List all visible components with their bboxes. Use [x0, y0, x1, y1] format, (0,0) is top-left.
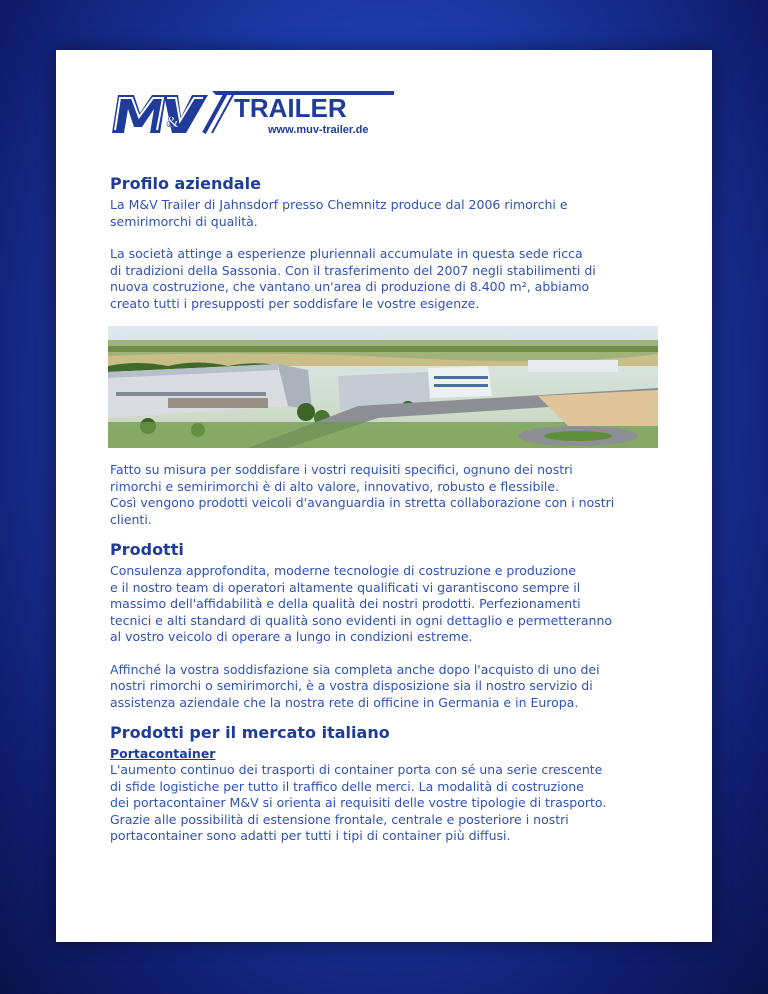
italian-paragraph-1: L'aumento continuo dei trasporti di container porta con sé una serie crescente di sfide logistiche per tutto il traffico delle merci. La modalità di costruzione dei portacontainer M&V si orienta ai requisiti delle vostre tipologie di trasporto. Grazie alle possibilità di estensione frontale, centrale e posteriore i nostri portacontainer sono adatti per tutti i tipi di container più diffusi. — [110, 762, 607, 843]
logo-mv-mark — [112, 95, 208, 133]
factory-aerial-photo — [108, 326, 658, 448]
logo-url-text: www.muv-trailer.de — [268, 124, 369, 136]
profile-paragraph-2: La società attinge a esperienze pluriennali accumulate in questa sede ricca di tradizioni della Sassonia. Con il trasferimento del 2007 negli stabilimenti di nuova costruzione, che vantano un'area di produzione di 8.400 m², abbiamo creato tutti i presupposti per soddisfare le vostre esigenze. — [110, 246, 596, 311]
products-paragraph-2: Affinché la vostra soddisfazione sia completa anche dopo l'acquisto di uno dei nostri rimorchi o semirimorchi, è a vostra disposizione sia il nostro servizio di assistenza aziendale che la nostra rete di officine in Germania e in Europa. — [110, 661, 600, 710]
heading-italian-market: Prodotti per il mercato italiano — [110, 723, 390, 742]
logo-trailer-text: TRAILER — [234, 93, 347, 123]
subheading-portacontainer: Portacontainer — [110, 746, 216, 761]
document-page — [56, 50, 712, 942]
document-content — [110, 174, 670, 845]
products-paragraph-1: Consulenza approfondita, moderne tecnologie di costruzione e produzione e il nostro team di operatori altamente qualificati vi garantiscono sempre il massimo dell'affidabilità e della qualità dei nostri prodotti. Perfezionamenti tecnici e alti standard di qualità sono evidenti in ogni dettaglio e permetteranno al vostro veicolo di operare a lungo in condizioni estreme. — [110, 563, 613, 644]
company-logo — [108, 83, 398, 139]
profile-paragraph-1: La M&V Trailer di Jahnsdorf presso Chemnitz produce dal 2006 rimorchi e semirimorchi di qualità. — [110, 197, 568, 229]
heading-profile: Profilo aziendale — [110, 174, 261, 193]
profile-paragraph-3: Fatto su misura per soddisfare i vostri requisiti specifici, ognuno dei nostri rimorchi e semirimorchi è di alto valore, innovativo, robusto e flessibile. Così vengono prodotti veicoli d'avanguardia in stretta collaborazione con i nostri clienti. — [110, 462, 615, 527]
heading-products: Prodotti — [110, 540, 184, 559]
logo-ampersand: & — [166, 114, 180, 131]
